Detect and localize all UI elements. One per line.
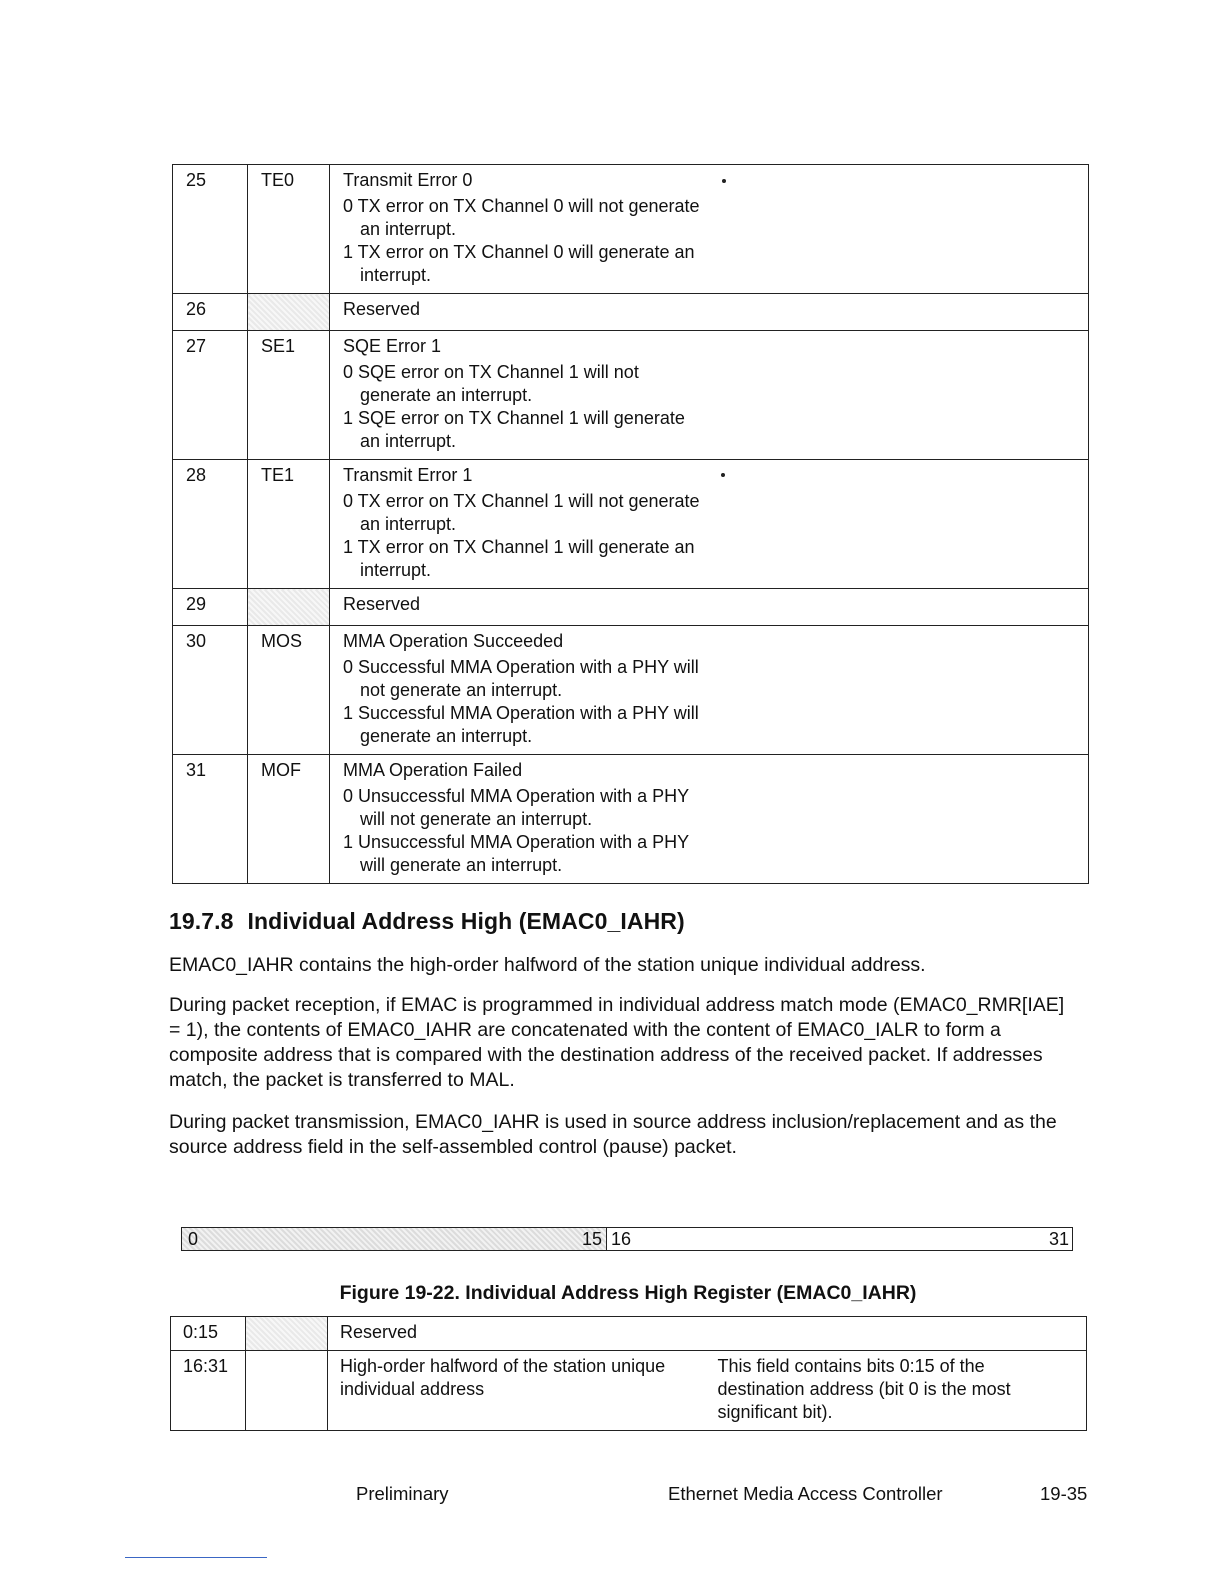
description-title: Transmit Error 0 [343, 170, 473, 190]
bit-description-table [172, 164, 1089, 884]
bits-cell: 29 [173, 589, 248, 626]
section-number: 19.7.8 [169, 908, 234, 934]
field-description-table [170, 1316, 1087, 1431]
description-title: SQE Error 1 [343, 336, 442, 356]
field-cell [248, 294, 330, 331]
register-diagram [181, 1227, 1073, 1251]
bottom-rule [125, 1557, 267, 1558]
option-text: 0 SQE error on TX Channel 1 will not generate an interrupt. [343, 362, 639, 405]
table-row [173, 165, 1089, 294]
bits-cell: 26 [173, 294, 248, 331]
register-address-bits [610, 1228, 1072, 1250]
description-cell [330, 294, 1089, 331]
option-text: 1 TX error on TX Channel 0 will generate an interrupt. [343, 242, 695, 285]
table-row [173, 589, 1089, 626]
table-row [173, 331, 1089, 460]
table-row [173, 460, 1089, 589]
description-cell [330, 331, 1089, 460]
option-text: 0 Successful MMA Operation with a PHY will not generate an interrupt. [343, 657, 699, 700]
paragraph: During packet reception, if EMAC is programmed in individual address match mode (EMAC0_RMR[IAE] = 1), the contents of EMAC0_IAHR are concatenated with the content of EMAC0_IALR to form a composite address that is compared with the destination address of the received packet. If addresses match, the packet is transferred to MAL. [169, 994, 1065, 1091]
field-cell: SE1 [248, 331, 330, 460]
description-title: Reserved [343, 594, 421, 614]
figure-caption: Figure 19-22. Individual Address High Register (EMAC0_IAHR) [339, 1282, 917, 1304]
section-heading [169, 908, 685, 935]
field-cell: TE1 [248, 460, 330, 589]
page-number: 19-35 [1040, 1483, 1088, 1504]
bit-label-15: 15 [581, 1229, 602, 1249]
bit-label-16: 16 [611, 1229, 632, 1249]
description-cell [330, 165, 1089, 294]
description-cell: High-order halfword of the station unique individual address [328, 1351, 706, 1431]
field-cell: TE0 [248, 165, 330, 294]
table-row [173, 626, 1089, 755]
bits-cell: 16:31 [171, 1351, 246, 1431]
bits-cell: 0:15 [171, 1317, 246, 1351]
description-title: MMA Operation Failed [343, 760, 523, 780]
field-cell: MOS [248, 626, 330, 755]
table-row [173, 294, 1089, 331]
table-row [171, 1317, 1087, 1351]
bit-label-0: 0 [188, 1229, 199, 1249]
description-title: Reserved [343, 299, 421, 319]
description-cell: Reserved [328, 1317, 1087, 1351]
bits-cell: 31 [173, 755, 248, 884]
option-text: 1 SQE error on TX Channel 1 will generate an interrupt. [343, 408, 685, 451]
register-reserved-bits [182, 1228, 607, 1250]
table-row [171, 1351, 1087, 1431]
option-text: 0 Unsuccessful MMA Operation with a PHY will not generate an interrupt. [343, 786, 689, 829]
description-title: MMA Operation Succeeded [343, 631, 564, 651]
description-title: Transmit Error 1 [343, 465, 473, 485]
description-cell [330, 626, 1089, 755]
bits-cell: 30 [173, 626, 248, 755]
field-cell: MOF [248, 755, 330, 884]
section-title: Individual Address High (EMAC0_IAHR) [247, 908, 685, 934]
table-row [173, 755, 1089, 884]
footer-status: Preliminary [356, 1483, 449, 1504]
bits-cell: 25 [173, 165, 248, 294]
paragraph: During packet transmission, EMAC0_IAHR is used in source address inclusion/replacement and as the source address field in the self-assembled control (pause) packet. [169, 1111, 1057, 1158]
paragraph: EMAC0_IAHR contains the high-order halfword of the station unique individual address. [169, 954, 926, 976]
scan-speck [721, 473, 725, 477]
footer-chapter-title: Ethernet Media Access Controller [668, 1483, 943, 1504]
description-cell [330, 460, 1089, 589]
description-cell [330, 589, 1089, 626]
option-text: 1 TX error on TX Channel 1 will generate an interrupt. [343, 537, 695, 580]
field-cell [246, 1317, 328, 1351]
option-text: 0 TX error on TX Channel 0 will not generate an interrupt. [343, 196, 700, 239]
note-cell: This field contains bits 0:15 of the destination address (bit 0 is the most significant bit). [706, 1351, 1087, 1431]
field-cell [248, 589, 330, 626]
scan-speck [722, 179, 726, 183]
bit-label-31: 31 [1048, 1229, 1069, 1249]
bits-cell: 27 [173, 331, 248, 460]
description-cell [330, 755, 1089, 884]
option-text: 1 Successful MMA Operation with a PHY will generate an interrupt. [343, 703, 699, 746]
option-text: 0 TX error on TX Channel 1 will not generate an interrupt. [343, 491, 700, 534]
option-text: 1 Unsuccessful MMA Operation with a PHY will generate an interrupt. [343, 832, 689, 875]
field-cell [246, 1351, 328, 1431]
bits-cell: 28 [173, 460, 248, 589]
